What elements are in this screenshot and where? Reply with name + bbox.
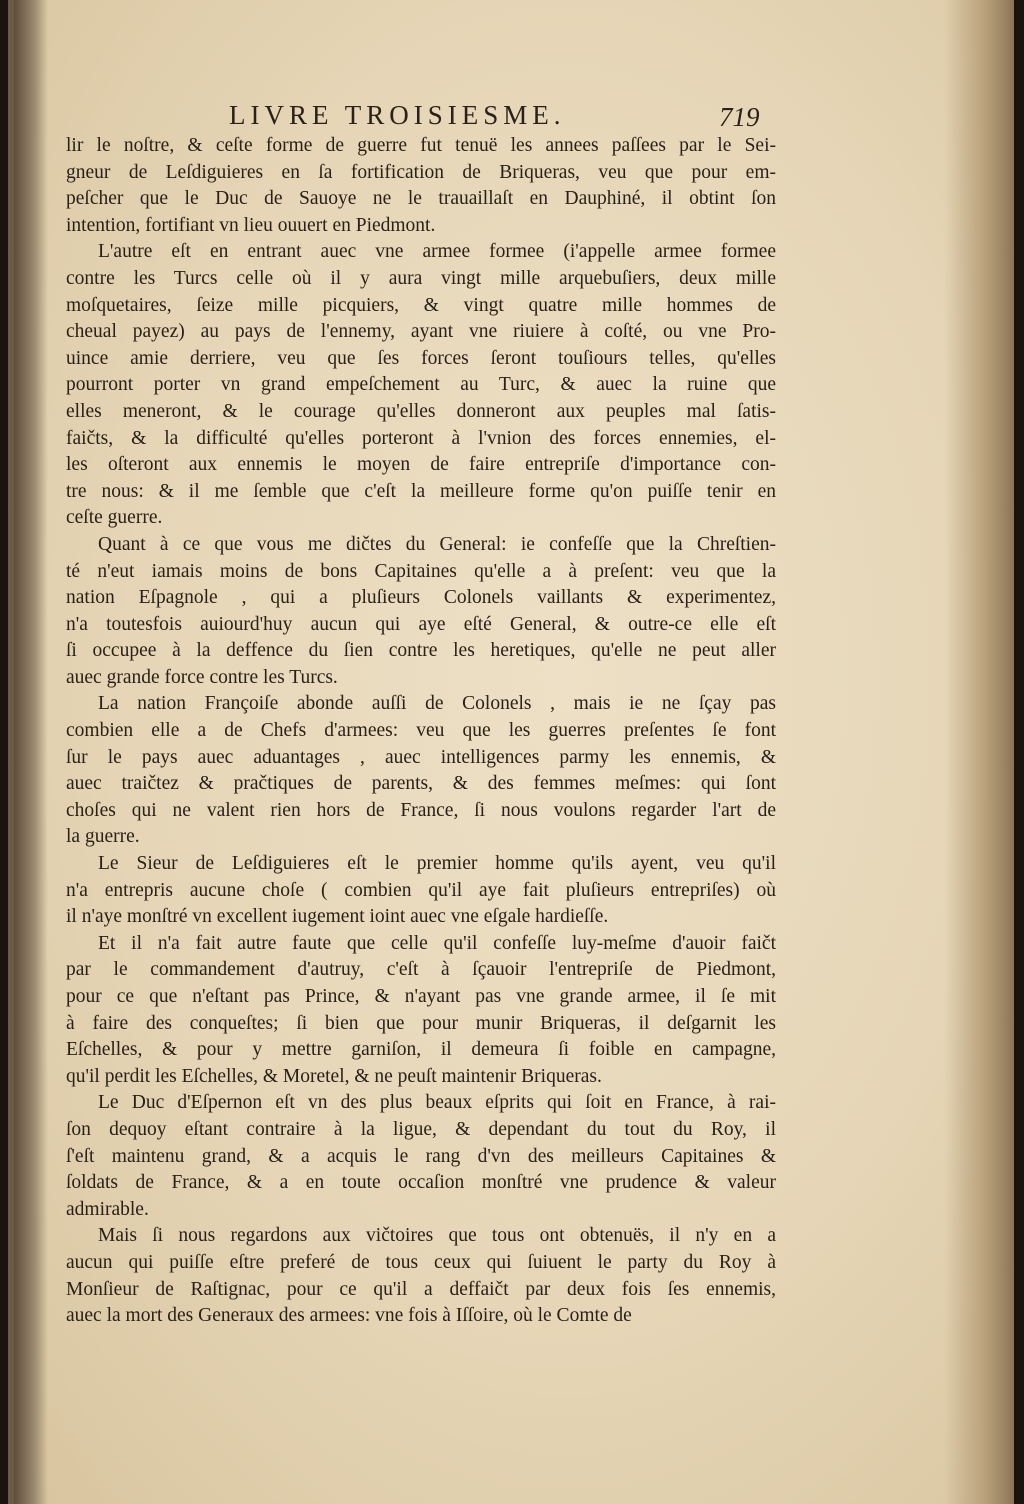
text-line: té n'eut iamais moins de bons Capitaines qu'elle a à preſent: veu que la <box>66 560 776 582</box>
paragraph <box>66 931 776 1091</box>
text-line: à faire des conqueſtes; ſi bien que pour munir Briqueras, il deſgarnit les <box>66 1012 776 1034</box>
paragraph <box>66 1090 776 1223</box>
text-line: Le Sieur de Leſdiguieres eſt le premier homme qu'ils ayent, veu qu'il <box>98 853 776 875</box>
text-line: faičts, & la difficulté qu'elles porteront à l'vnion des forces ennemies, el- <box>66 427 776 449</box>
paragraph <box>66 691 776 851</box>
text-line: ceſte guerre. <box>66 507 163 529</box>
text-line: contre les Turcs celle où il y aura vingt mille arquebuſiers, deux mille <box>66 267 776 289</box>
text-line: moſquetaires, ſeize mille picquiers, & vingt quatre mille hommes de <box>66 294 776 316</box>
text-line: intention, fortifiant vn lieu ouuert en Piedmont. <box>66 214 436 236</box>
text-line: ſi occupee à la deffence du ſien contre les heretiques, qu'elle ne peut aller <box>66 640 776 662</box>
text-line: uince amie derriere, veu que ſes forces ſeront touſiours telles, qu'elles <box>66 347 776 369</box>
text-line: Et il n'a fait autre faute que celle qu'il confeſſe luy-meſme d'auoir faičt <box>98 932 776 954</box>
text-line: nation Eſpagnole , qui a pluſieurs Colonels vaillants & experimentez, <box>66 587 776 609</box>
text-line: pour ce que n'eſtant pas Prince, & n'ayant pas vne grande armee, il ſe mit <box>66 986 776 1007</box>
text-line: lir le noſtre, & ceſte forme de guerre fut tenuë les annees paſſees par le Sei- <box>66 135 776 156</box>
text-line: La nation Françoiſe abonde auſſi de Colonels , mais ie ne ſçay pas <box>98 693 776 715</box>
text-line: tre nous: & il me ſemble que c'eſt la meilleure forme qu'on puiſſe tenir en <box>66 480 776 502</box>
text-line: admirable. <box>66 1198 149 1220</box>
text-line: par le commandement d'autruy, c'eſt à ſçauoir l'entrepriſe de Piedmont, <box>66 959 776 981</box>
paragraph <box>66 851 776 931</box>
text-line: peſcher que le Duc de Sauoye ne le trauaillaſt en Dauphiné, il obtint ſon <box>66 188 776 210</box>
page-fore-edge <box>944 0 1014 1504</box>
running-title: LIVRE TROISIESME. <box>229 100 566 130</box>
text-line: auec traičtez & pračtiques de parents, & des femmes meſmes: qui ſont <box>66 773 776 795</box>
text-line: qu'il perdit les Eſchelles, & Moretel, & ne peuſt maintenir Briqueras. <box>66 1065 602 1087</box>
text-line: elles meneront, & le courage qu'elles donneront aux peuples mal ſatis- <box>66 400 776 422</box>
text-line: ſoldats de France, & a en toute occaſion monſtré vne prudence & valeur <box>66 1172 776 1194</box>
text-line: choſes qui ne valent rien hors de France, ſi nous voulons regarder l'art de <box>66 799 776 821</box>
text-line: gneur de Leſdiguieres en ſa fortification de Briqueras, veu que pour em- <box>66 161 776 183</box>
text-line: Le Duc d'Eſpernon eſt vn des plus beaux eſprits qui ſoit en France, à rai- <box>98 1092 776 1114</box>
text-line: combien elle a de Chefs d'armees: veu que les guerres preſentes ſe font <box>66 720 776 742</box>
text-line: auec la mort des Generaux des armees: vne fois à Iſſoire, où le Comte de <box>66 1305 632 1327</box>
text-line: Mais ſi nous regardons aux vičtoires que tous ont obtenuës, il n'y en a <box>98 1225 776 1247</box>
body-text <box>66 133 776 1330</box>
text-line: pourront porter vn grand empeſchement au Turc, & auec la ruine que <box>66 374 776 396</box>
text-line: L'autre eſt en entrant auec vne armee formee (i'appelle armee formee <box>98 241 776 263</box>
text-line: Monſieur de Raſtignac, pour ce qu'il a deffaičt par deux fois ſes ennemis, <box>66 1278 776 1300</box>
paragraph <box>66 239 776 532</box>
paragraph <box>66 532 776 692</box>
text-line: n'a toutesfois auiourd'huy aucun qui aye eſté General, & outre-ce elle eſt <box>66 613 776 635</box>
book-page <box>8 0 1014 1504</box>
text-line: aucun qui puiſſe eſtre preferé de tous ceux qui ſuiuent le party du Roy à <box>66 1251 776 1273</box>
text-line: ſon dequoy eſtant contraire à la ligue, & dependant du tout du Roy, il <box>66 1118 776 1140</box>
text-line: il n'aye monſtré vn excellent iugement ioint auec vne eſgale hardieſſe. <box>66 906 609 928</box>
text-line: n'a entrepris aucune choſe ( combien qu'il aye fait pluſieurs entrepriſes) où <box>66 879 776 901</box>
text-line: ſ'eſt maintenu grand, & a acquis le rang d'vn des meilleurs Capitaines & <box>66 1145 776 1167</box>
text-line: Eſchelles, & pour y mettre garniſon, il demeura ſi foible en campagne, <box>66 1039 776 1061</box>
text-line: les oſteront aux ennemis le moyen de faire entrepriſe d'importance con- <box>66 454 776 476</box>
page-number: 719 <box>719 102 760 132</box>
paragraph <box>66 133 776 239</box>
text-line: auec grande force contre les Turcs. <box>66 666 338 688</box>
text-line: Quant à ce que vous me dičtes du General: ie confeſſe que la Chreſtien- <box>98 533 776 555</box>
paragraph <box>66 1223 776 1329</box>
text-line: ſur le pays auec aduantages , auec intelligences parmy les ennemis, & <box>66 746 776 768</box>
text-line: cheual payez) au pays de l'ennemy, ayant vne riuiere à coſté, ou vne Pro- <box>66 321 776 343</box>
page-gutter <box>14 0 48 1504</box>
text-line: la guerre. <box>66 826 140 848</box>
